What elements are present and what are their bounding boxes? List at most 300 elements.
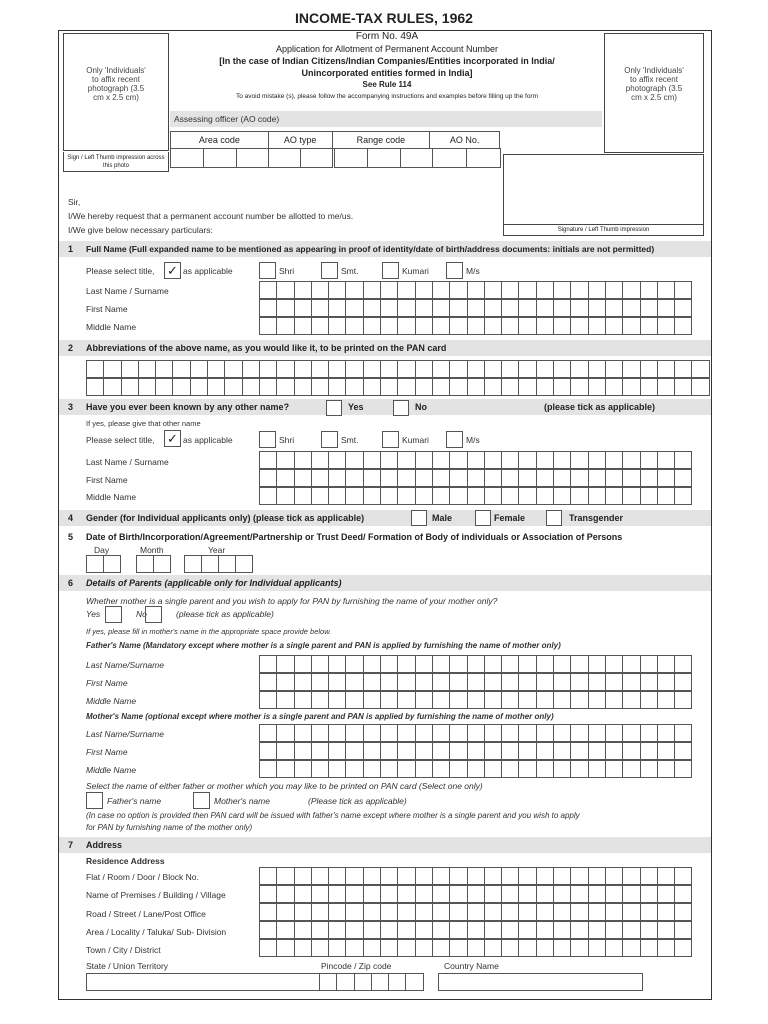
char-cell[interactable]: [622, 299, 640, 317]
char-cell[interactable]: [380, 760, 398, 778]
char-cell[interactable]: [311, 317, 329, 335]
char-cell[interactable]: [501, 742, 519, 760]
title-checkbox-shri[interactable]: [259, 262, 276, 279]
char-cell[interactable]: [467, 921, 485, 939]
char-cell[interactable]: [536, 673, 554, 691]
char-cell[interactable]: [588, 655, 606, 673]
char-cell[interactable]: [432, 148, 467, 168]
char-cell[interactable]: [640, 742, 658, 760]
char-cell[interactable]: [536, 378, 554, 396]
char-cell[interactable]: [311, 691, 329, 709]
char-cell[interactable]: [311, 378, 329, 396]
char-cell[interactable]: [588, 378, 606, 396]
char-cell[interactable]: [294, 903, 312, 921]
char-cell[interactable]: [449, 281, 467, 299]
char-cell[interactable]: [432, 673, 450, 691]
char-cell[interactable]: [588, 939, 606, 957]
char-cell[interactable]: [553, 469, 571, 487]
char-cell[interactable]: [640, 469, 658, 487]
char-cell[interactable]: [328, 939, 346, 957]
char-cell[interactable]: [553, 317, 571, 335]
char-cell[interactable]: [432, 921, 450, 939]
char-cell[interactable]: [224, 378, 242, 396]
mother-last-name-cells[interactable]: [259, 724, 692, 742]
char-cell[interactable]: [259, 281, 277, 299]
char-cell[interactable]: [536, 903, 554, 921]
char-cell[interactable]: [674, 742, 692, 760]
char-cell[interactable]: [622, 673, 640, 691]
char-cell[interactable]: [155, 360, 173, 378]
char-cell[interactable]: [605, 487, 623, 505]
char-cell[interactable]: [467, 673, 485, 691]
char-cell[interactable]: [345, 742, 363, 760]
char-cell[interactable]: [674, 317, 692, 335]
char-cell[interactable]: [380, 655, 398, 673]
char-cell[interactable]: [86, 378, 104, 396]
char-cell[interactable]: [449, 903, 467, 921]
char-cell[interactable]: [674, 903, 692, 921]
char-cell[interactable]: [622, 360, 640, 378]
other-name-no-checkbox[interactable]: [393, 400, 409, 416]
char-cell[interactable]: [311, 885, 329, 903]
char-cell[interactable]: [467, 903, 485, 921]
char-cell[interactable]: [657, 939, 675, 957]
char-cell[interactable]: [467, 885, 485, 903]
char-cell[interactable]: [259, 673, 277, 691]
char-cell[interactable]: [203, 148, 237, 168]
char-cell[interactable]: [536, 760, 554, 778]
char-cell[interactable]: [345, 867, 363, 885]
char-cell[interactable]: [397, 281, 415, 299]
last-name-cells[interactable]: [259, 281, 692, 299]
other-title-checkbox-kumari[interactable]: [382, 431, 399, 448]
char-cell[interactable]: [484, 317, 502, 335]
char-cell[interactable]: [553, 921, 571, 939]
char-cell[interactable]: [190, 378, 208, 396]
char-cell[interactable]: [294, 867, 312, 885]
char-cell[interactable]: [415, 939, 433, 957]
char-cell[interactable]: [259, 885, 277, 903]
char-cell[interactable]: [432, 885, 450, 903]
char-cell[interactable]: [605, 469, 623, 487]
address-road-cells[interactable]: [259, 903, 692, 921]
char-cell[interactable]: [518, 885, 536, 903]
char-cell[interactable]: [467, 299, 485, 317]
photo-box-right[interactable]: [604, 33, 704, 153]
char-cell[interactable]: [605, 691, 623, 709]
char-cell[interactable]: [311, 451, 329, 469]
char-cell[interactable]: [518, 760, 536, 778]
char-cell[interactable]: [121, 378, 139, 396]
char-cell[interactable]: [536, 317, 554, 335]
char-cell[interactable]: [294, 378, 312, 396]
char-cell[interactable]: [674, 655, 692, 673]
char-cell[interactable]: [371, 973, 389, 991]
char-cell[interactable]: [622, 724, 640, 742]
char-cell[interactable]: [311, 487, 329, 505]
char-cell[interactable]: [640, 378, 658, 396]
char-cell[interactable]: [501, 378, 519, 396]
title-checkbox-ms[interactable]: [446, 262, 463, 279]
char-cell[interactable]: [367, 148, 401, 168]
char-cell[interactable]: [345, 885, 363, 903]
char-cell[interactable]: [467, 742, 485, 760]
char-cell[interactable]: [259, 760, 277, 778]
char-cell[interactable]: [276, 867, 294, 885]
dob-month-cells[interactable]: [136, 555, 171, 573]
char-cell[interactable]: [570, 451, 588, 469]
char-cell[interactable]: [405, 973, 423, 991]
char-cell[interactable]: [136, 555, 154, 573]
char-cell[interactable]: [501, 299, 519, 317]
address-flat-cells[interactable]: [259, 867, 692, 885]
char-cell[interactable]: [328, 487, 346, 505]
char-cell[interactable]: [484, 451, 502, 469]
char-cell[interactable]: [657, 469, 675, 487]
other-first-name-cells[interactable]: [259, 469, 692, 487]
dob-day-cells[interactable]: [86, 555, 121, 573]
ao-type-cells[interactable]: [268, 148, 333, 168]
char-cell[interactable]: [588, 317, 606, 335]
char-cell[interactable]: [363, 921, 381, 939]
char-cell[interactable]: [553, 281, 571, 299]
char-cell[interactable]: [397, 885, 415, 903]
ao-no-cells[interactable]: [432, 148, 501, 168]
char-cell[interactable]: [319, 973, 337, 991]
char-cell[interactable]: [484, 281, 502, 299]
father-last-name-cells[interactable]: [259, 655, 692, 673]
char-cell[interactable]: [622, 691, 640, 709]
char-cell[interactable]: [674, 939, 692, 957]
char-cell[interactable]: [311, 867, 329, 885]
char-cell[interactable]: [449, 655, 467, 673]
char-cell[interactable]: [300, 148, 333, 168]
char-cell[interactable]: [397, 469, 415, 487]
char-cell[interactable]: [294, 742, 312, 760]
gender-transgender-checkbox[interactable]: [546, 510, 562, 526]
char-cell[interactable]: [570, 742, 588, 760]
char-cell[interactable]: [518, 469, 536, 487]
char-cell[interactable]: [170, 148, 204, 168]
char-cell[interactable]: [311, 724, 329, 742]
char-cell[interactable]: [415, 921, 433, 939]
char-cell[interactable]: [224, 360, 242, 378]
pincode-cells[interactable]: [319, 973, 424, 991]
char-cell[interactable]: [415, 281, 433, 299]
char-cell[interactable]: [363, 885, 381, 903]
char-cell[interactable]: [328, 655, 346, 673]
char-cell[interactable]: [605, 655, 623, 673]
char-cell[interactable]: [345, 724, 363, 742]
char-cell[interactable]: [276, 299, 294, 317]
char-cell[interactable]: [640, 921, 658, 939]
char-cell[interactable]: [363, 469, 381, 487]
char-cell[interactable]: [276, 281, 294, 299]
char-cell[interactable]: [259, 299, 277, 317]
char-cell[interactable]: [86, 360, 104, 378]
char-cell[interactable]: [605, 921, 623, 939]
char-cell[interactable]: [363, 378, 381, 396]
char-cell[interactable]: [622, 742, 640, 760]
char-cell[interactable]: [328, 281, 346, 299]
char-cell[interactable]: [328, 760, 346, 778]
char-cell[interactable]: [397, 378, 415, 396]
char-cell[interactable]: [345, 939, 363, 957]
char-cell[interactable]: [432, 487, 450, 505]
char-cell[interactable]: [294, 360, 312, 378]
char-cell[interactable]: [294, 281, 312, 299]
char-cell[interactable]: [334, 148, 368, 168]
char-cell[interactable]: [276, 742, 294, 760]
char-cell[interactable]: [276, 921, 294, 939]
char-cell[interactable]: [657, 673, 675, 691]
char-cell[interactable]: [536, 451, 554, 469]
char-cell[interactable]: [380, 939, 398, 957]
char-cell[interactable]: [397, 939, 415, 957]
char-cell[interactable]: [605, 742, 623, 760]
char-cell[interactable]: [501, 451, 519, 469]
char-cell[interactable]: [190, 360, 208, 378]
char-cell[interactable]: [259, 487, 277, 505]
photo-box-left[interactable]: [63, 33, 169, 151]
char-cell[interactable]: [236, 148, 270, 168]
char-cell[interactable]: [103, 360, 121, 378]
char-cell[interactable]: [484, 885, 502, 903]
char-cell[interactable]: [674, 760, 692, 778]
char-cell[interactable]: [294, 691, 312, 709]
char-cell[interactable]: [294, 724, 312, 742]
char-cell[interactable]: [397, 691, 415, 709]
char-cell[interactable]: [674, 360, 692, 378]
char-cell[interactable]: [657, 487, 675, 505]
char-cell[interactable]: [259, 691, 277, 709]
char-cell[interactable]: [415, 760, 433, 778]
char-cell[interactable]: [484, 655, 502, 673]
char-cell[interactable]: [311, 921, 329, 939]
char-cell[interactable]: [276, 903, 294, 921]
char-cell[interactable]: [311, 742, 329, 760]
first-name-cells[interactable]: [259, 299, 692, 317]
char-cell[interactable]: [605, 360, 623, 378]
char-cell[interactable]: [605, 939, 623, 957]
char-cell[interactable]: [311, 299, 329, 317]
char-cell[interactable]: [415, 360, 433, 378]
char-cell[interactable]: [276, 673, 294, 691]
char-cell[interactable]: [276, 360, 294, 378]
char-cell[interactable]: [467, 724, 485, 742]
char-cell[interactable]: [397, 673, 415, 691]
char-cell[interactable]: [276, 487, 294, 505]
char-cell[interactable]: [518, 360, 536, 378]
char-cell[interactable]: [501, 469, 519, 487]
char-cell[interactable]: [501, 760, 519, 778]
char-cell[interactable]: [328, 451, 346, 469]
char-cell[interactable]: [172, 360, 190, 378]
char-cell[interactable]: [345, 469, 363, 487]
mother-first-name-cells[interactable]: [259, 742, 692, 760]
char-cell[interactable]: [518, 451, 536, 469]
char-cell[interactable]: [184, 555, 202, 573]
other-title-checkbox-ms[interactable]: [446, 431, 463, 448]
char-cell[interactable]: [467, 487, 485, 505]
char-cell[interactable]: [553, 760, 571, 778]
char-cell[interactable]: [640, 655, 658, 673]
char-cell[interactable]: [588, 299, 606, 317]
country-input[interactable]: [438, 973, 643, 991]
char-cell[interactable]: [466, 148, 501, 168]
char-cell[interactable]: [570, 360, 588, 378]
char-cell[interactable]: [536, 939, 554, 957]
char-cell[interactable]: [294, 487, 312, 505]
state-input[interactable]: [86, 973, 320, 991]
char-cell[interactable]: [242, 360, 260, 378]
char-cell[interactable]: [276, 469, 294, 487]
char-cell[interactable]: [449, 760, 467, 778]
char-cell[interactable]: [311, 903, 329, 921]
char-cell[interactable]: [536, 691, 554, 709]
char-cell[interactable]: [588, 487, 606, 505]
title-checkbox-smt[interactable]: [321, 262, 338, 279]
char-cell[interactable]: [588, 760, 606, 778]
char-cell[interactable]: [294, 885, 312, 903]
char-cell[interactable]: [657, 867, 675, 885]
char-cell[interactable]: [484, 673, 502, 691]
char-cell[interactable]: [259, 724, 277, 742]
char-cell[interactable]: [328, 469, 346, 487]
char-cell[interactable]: [328, 691, 346, 709]
char-cell[interactable]: [553, 378, 571, 396]
char-cell[interactable]: [276, 378, 294, 396]
char-cell[interactable]: [605, 299, 623, 317]
char-cell[interactable]: [363, 360, 381, 378]
char-cell[interactable]: [518, 921, 536, 939]
char-cell[interactable]: [328, 378, 346, 396]
char-cell[interactable]: [657, 281, 675, 299]
char-cell[interactable]: [345, 760, 363, 778]
print-mothers-name-checkbox[interactable]: [193, 792, 210, 809]
char-cell[interactable]: [570, 469, 588, 487]
char-cell[interactable]: [294, 317, 312, 335]
char-cell[interactable]: [363, 742, 381, 760]
char-cell[interactable]: [518, 691, 536, 709]
char-cell[interactable]: [432, 760, 450, 778]
char-cell[interactable]: [415, 655, 433, 673]
char-cell[interactable]: [363, 691, 381, 709]
char-cell[interactable]: [501, 655, 519, 673]
char-cell[interactable]: [518, 655, 536, 673]
char-cell[interactable]: [380, 867, 398, 885]
char-cell[interactable]: [674, 867, 692, 885]
char-cell[interactable]: [501, 867, 519, 885]
char-cell[interactable]: [432, 469, 450, 487]
char-cell[interactable]: [674, 691, 692, 709]
char-cell[interactable]: [380, 281, 398, 299]
other-title-checkbox-shri[interactable]: [259, 431, 276, 448]
char-cell[interactable]: [553, 299, 571, 317]
char-cell[interactable]: [657, 760, 675, 778]
char-cell[interactable]: [622, 939, 640, 957]
char-cell[interactable]: [432, 299, 450, 317]
char-cell[interactable]: [311, 939, 329, 957]
char-cell[interactable]: [674, 299, 692, 317]
address-premises-cells[interactable]: [259, 885, 692, 903]
char-cell[interactable]: [657, 655, 675, 673]
char-cell[interactable]: [294, 939, 312, 957]
char-cell[interactable]: [121, 360, 139, 378]
other-middle-name-cells[interactable]: [259, 487, 692, 505]
char-cell[interactable]: [218, 555, 236, 573]
char-cell[interactable]: [553, 724, 571, 742]
char-cell[interactable]: [605, 281, 623, 299]
char-cell[interactable]: [501, 487, 519, 505]
char-cell[interactable]: [657, 317, 675, 335]
char-cell[interactable]: [605, 451, 623, 469]
char-cell[interactable]: [259, 867, 277, 885]
char-cell[interactable]: [328, 360, 346, 378]
char-cell[interactable]: [501, 317, 519, 335]
char-cell[interactable]: [484, 903, 502, 921]
char-cell[interactable]: [380, 921, 398, 939]
char-cell[interactable]: [518, 939, 536, 957]
char-cell[interactable]: [484, 469, 502, 487]
char-cell[interactable]: [235, 555, 253, 573]
char-cell[interactable]: [588, 281, 606, 299]
char-cell[interactable]: [657, 903, 675, 921]
char-cell[interactable]: [380, 903, 398, 921]
char-cell[interactable]: [553, 360, 571, 378]
char-cell[interactable]: [518, 867, 536, 885]
char-cell[interactable]: [518, 317, 536, 335]
char-cell[interactable]: [467, 469, 485, 487]
char-cell[interactable]: [259, 469, 277, 487]
char-cell[interactable]: [311, 469, 329, 487]
char-cell[interactable]: [388, 973, 406, 991]
char-cell[interactable]: [605, 317, 623, 335]
char-cell[interactable]: [622, 867, 640, 885]
char-cell[interactable]: [449, 939, 467, 957]
char-cell[interactable]: [657, 921, 675, 939]
char-cell[interactable]: [449, 724, 467, 742]
char-cell[interactable]: [501, 724, 519, 742]
char-cell[interactable]: [363, 317, 381, 335]
char-cell[interactable]: [484, 487, 502, 505]
char-cell[interactable]: [294, 655, 312, 673]
char-cell[interactable]: [155, 378, 173, 396]
char-cell[interactable]: [415, 317, 433, 335]
char-cell[interactable]: [501, 691, 519, 709]
char-cell[interactable]: [397, 451, 415, 469]
char-cell[interactable]: [605, 903, 623, 921]
char-cell[interactable]: [363, 451, 381, 469]
char-cell[interactable]: [570, 867, 588, 885]
char-cell[interactable]: [640, 281, 658, 299]
ao-area-cells[interactable]: [170, 148, 270, 168]
char-cell[interactable]: [276, 939, 294, 957]
char-cell[interactable]: [657, 378, 675, 396]
char-cell[interactable]: [536, 867, 554, 885]
char-cell[interactable]: [588, 673, 606, 691]
char-cell[interactable]: [432, 378, 450, 396]
char-cell[interactable]: [467, 691, 485, 709]
print-fathers-name-checkbox[interactable]: [86, 792, 103, 809]
char-cell[interactable]: [467, 281, 485, 299]
char-cell[interactable]: [449, 469, 467, 487]
char-cell[interactable]: [415, 742, 433, 760]
char-cell[interactable]: [363, 673, 381, 691]
char-cell[interactable]: [588, 691, 606, 709]
char-cell[interactable]: [570, 921, 588, 939]
char-cell[interactable]: [657, 691, 675, 709]
